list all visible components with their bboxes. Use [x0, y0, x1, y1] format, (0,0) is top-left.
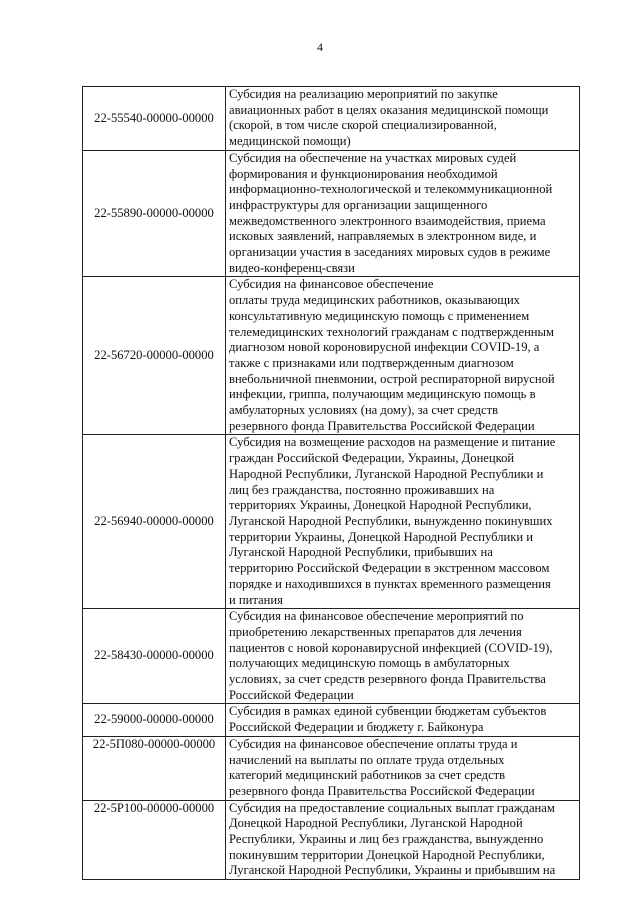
description-line: Народной Республики, Луганской Народной Республики и	[229, 466, 544, 481]
budget-code-cell: 22-5Р100-00000-00000	[83, 800, 226, 880]
description-line: организации участия в заседаниях мировых судов в режиме	[229, 245, 551, 260]
description-line: условиях, за счет средств резервного фонда Правительства	[229, 672, 546, 687]
description-line: внебольничной пневмонии, острой респираторной вирусной	[229, 371, 555, 386]
description-line: приобретению лекарственных препаратов для лечения	[229, 624, 522, 639]
description-line: телемедицинских технологий гражданам с подтвержденным	[229, 324, 554, 339]
description-cell	[226, 736, 580, 800]
description-line: Субсидия на финансовое обеспечение оплаты труда и	[229, 736, 518, 751]
description-line: резервного фонда Правительства Российской Федерации	[229, 783, 535, 798]
table-row	[83, 435, 580, 609]
description-line: консультативную медицинскую помощь с применением	[229, 308, 530, 323]
description-line: межведомственного электронного взаимодействия, приема	[229, 213, 546, 228]
description-line: авиационных работ в целях оказания медицинской помощи	[229, 102, 549, 117]
description-line: территорию Российской Федерации в экстренном массовом	[229, 561, 550, 576]
description-line: лиц без гражданства, постоянно проживавших на	[229, 482, 495, 497]
subsidy-table	[82, 86, 580, 880]
description-line: территориях Украины, Донецкой Народной Республики,	[229, 498, 532, 513]
description-line: резервного фонда Правительства Российской Федерации	[229, 418, 535, 433]
description-line: Субсидия на реализацию мероприятий по закупке	[229, 87, 498, 101]
description-line: территории Украины, Донецкой Народной Республики и	[229, 529, 533, 544]
table-row	[83, 736, 580, 800]
budget-code-cell: 22-5П080-00000-00000	[83, 736, 226, 800]
table-row	[83, 277, 580, 435]
description-line: Республики, Украины и лиц без гражданства, вынужденно	[229, 832, 544, 847]
description-line: инфраструктуры для организации защищенного	[229, 197, 488, 212]
table-row	[83, 150, 580, 277]
description-cell	[226, 609, 580, 704]
description-line: порядке и находившихся в пунктах временного размещения	[229, 576, 551, 591]
description-line: также с признаками или подтвержденным диагнозом	[229, 355, 514, 370]
description-line: граждан Российской Федерации, Украины, Донецкой	[229, 451, 515, 466]
description-line: амбулаторных условиях (на дому), за счет средств	[229, 403, 499, 418]
table-row	[83, 609, 580, 704]
description-cell	[226, 435, 580, 609]
description-line: Субсидия на финансовое обеспечение мероприятий по	[229, 609, 524, 624]
description-line: (скорой, в том числе скорой специализированной,	[229, 118, 497, 133]
description-line: Субсидия на обеспечение на участках мировых судей	[229, 150, 517, 165]
description-line: Российской Федерации	[229, 687, 354, 702]
description-line: получающих медицинскую помощь в амбулаторных	[229, 656, 510, 671]
budget-code-cell: 22-56720-00000-00000	[83, 277, 226, 435]
description-cell	[226, 800, 580, 880]
description-line: Субсидия на финансовое обеспечение	[229, 277, 434, 292]
description-line: Субсидия на предоставление социальных выплат гражданам	[229, 800, 555, 815]
description-line: исковых заявлений, направляемых в электронном виде, и	[229, 229, 537, 244]
description-cell	[226, 277, 580, 435]
description-line: Субсидия на возмещение расходов на размещение и питание	[229, 435, 556, 450]
subsidy-table-body	[83, 87, 580, 880]
description-line: и питания	[229, 592, 283, 607]
description-line: категорий медицинский работников за счет средств	[229, 768, 506, 783]
description-cell	[226, 704, 580, 736]
budget-code-cell: 22-59000-00000-00000	[83, 704, 226, 736]
description-line: инфекции, гриппа, получающим медицинскую помощь в	[229, 387, 536, 402]
budget-code-cell: 22-58430-00000-00000	[83, 609, 226, 704]
description-line: диагнозом новой короновирусной инфекции COVID-19, а	[229, 340, 540, 355]
budget-code-cell: 22-55890-00000-00000	[83, 150, 226, 277]
description-line: видео-конференц-связи	[229, 260, 355, 275]
table-row	[83, 800, 580, 880]
page-number: 4	[317, 40, 323, 54]
description-line: Луганской Народной Республики, прибывших на	[229, 545, 493, 560]
budget-code-cell: 22-55540-00000-00000	[83, 87, 226, 151]
description-line: информационно-технологической и телекоммуникационной	[229, 182, 553, 197]
description-line: Донецкой Народной Республики, Луганской Народной	[229, 816, 523, 831]
description-line: Луганской Народной Республики, Украины и прибывшим на	[229, 863, 556, 878]
description-line: оплаты труда медицинских работников, оказывающих	[229, 293, 520, 308]
description-line: Луганской Народной Республики, вынужденно покинувших	[229, 513, 553, 528]
description-cell	[226, 150, 580, 277]
description-line: начислений на выплаты по оплате труда отдельных	[229, 752, 505, 767]
description-line: покинувшим территории Донецкой Народной Республики,	[229, 847, 545, 862]
description-line: пациентов с новой коронавирусной инфекцией (COVID-19),	[229, 640, 553, 655]
description-line: Российской Федерации и бюджету г. Байконура	[229, 720, 484, 735]
description-cell	[226, 87, 580, 151]
table-row	[83, 704, 580, 736]
table-row	[83, 87, 580, 151]
description-line: медицинской помощи)	[229, 134, 351, 149]
description-line: Субсидия в рамках единой субвенции бюджетам субъектов	[229, 704, 547, 719]
description-line: формирования и функционирования необходимой	[229, 166, 498, 181]
budget-code-cell: 22-56940-00000-00000	[83, 435, 226, 609]
